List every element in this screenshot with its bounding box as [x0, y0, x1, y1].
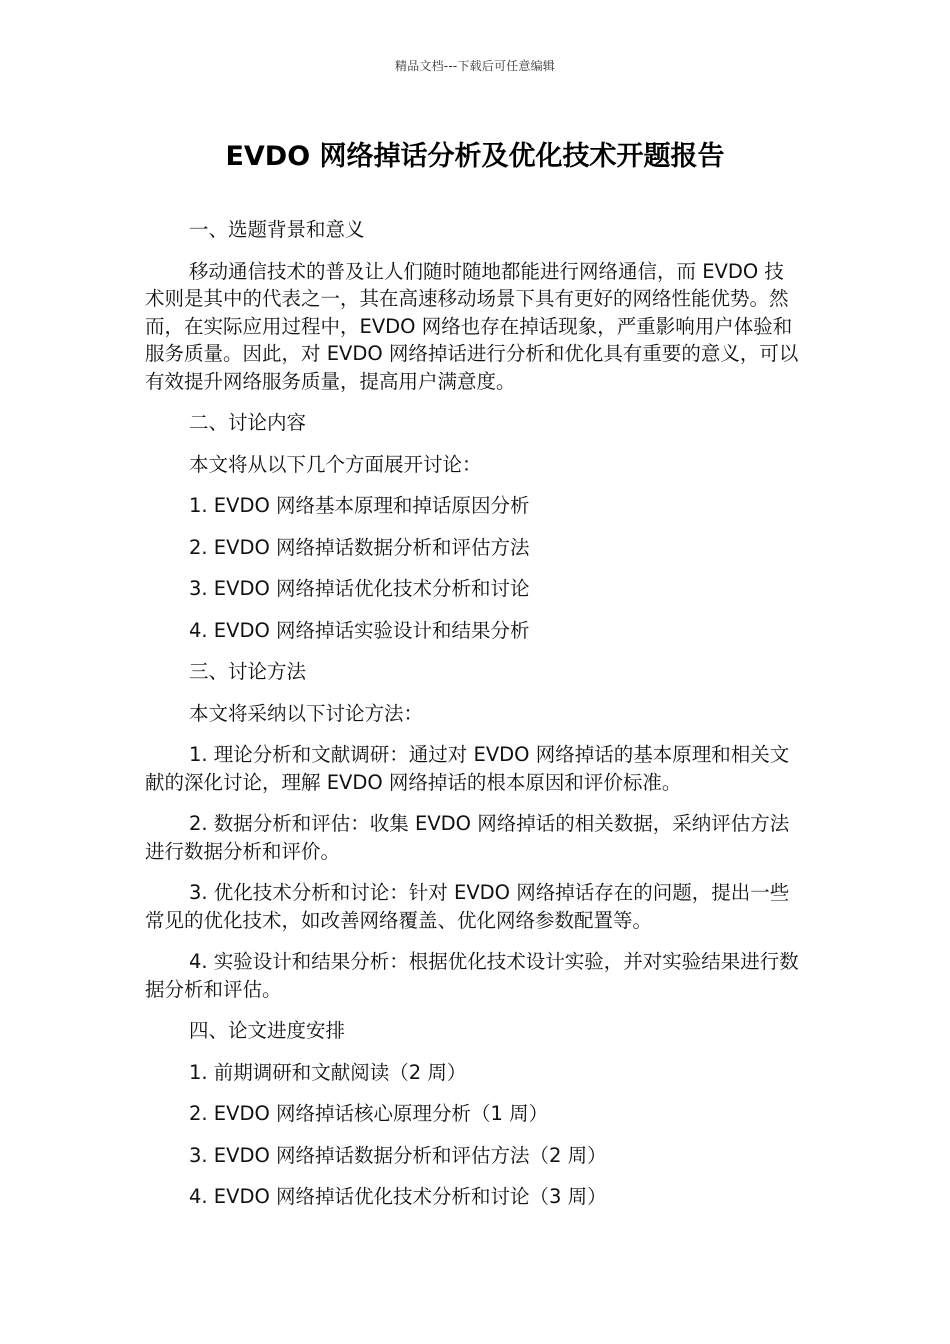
section-heading-content: 二、讨论内容	[189, 411, 307, 434]
content-list-item: 2. EVDO 网络掉话数据分析和评估方法	[189, 535, 530, 559]
section-heading-schedule: 四、论文进度安排	[189, 1019, 346, 1042]
method-list-item: 2. 数据分析和评估：收集 EVDO 网络掉话的相关数据，采纳评估方法进行数据分析和评价。	[145, 812, 790, 863]
section-heading-method: 三、讨论方法	[189, 660, 307, 683]
document-title: EVDO 网络掉话分析及优化技术开题报告	[225, 141, 725, 172]
background-paragraph: 移动通信技术的普及让人们随时随地都能进行网络通信，而 EVDO 技术则是其中的代表之一，其在高速移动场景下具有更好的网络性能优势。然而，在实际应用过程中，EVDO 网络也存在掉话现象，严重影响用户体验和服务质量。因此，对 EVDO 网络掉话进行分析和优化具有重要的意义，可以有效提升网络服务质量，提高用户满意度。	[145, 259, 799, 393]
content-list-item: 4. EVDO 网络掉话实验设计和结果分析	[189, 618, 530, 642]
content-intro: 本文将从以下几个方面展开讨论：	[189, 452, 482, 476]
method-intro: 本文将采纳以下讨论方法：	[189, 701, 424, 725]
section-heading-background: 一、选题背景和意义	[189, 218, 365, 241]
schedule-list-item: 2. EVDO 网络掉话核心原理分析（1 周）	[189, 1102, 549, 1125]
method-list-item: 3. 优化技术分析和讨论：针对 EVDO 网络掉话存在的问题，提出一些常见的优化技术，如改善网络覆盖、优化网络参数配置等。	[145, 881, 790, 932]
content-list-item: 1. EVDO 网络基本原理和掉话原因分析	[189, 494, 530, 517]
method-list-item: 4. 实验设计和结果分析：根据优化技术设计实验，并对实验结果进行数据分析和评估。	[145, 950, 799, 1001]
schedule-list-item: 1. 前期调研和文献阅读（2 周）	[189, 1060, 467, 1084]
schedule-list-item: 4. EVDO 网络掉话优化技术分析和讨论（3 周）	[189, 1185, 607, 1208]
document-body	[145, 216, 802, 1225]
schedule-list-item: 3. EVDO 网络掉话数据分析和评估方法（2 周）	[189, 1143, 607, 1167]
content-list-item: 3. EVDO 网络掉话优化技术分析和讨论	[189, 577, 530, 600]
header-note: 精品文档---下载后可任意编辑	[395, 59, 555, 73]
method-list-item: 1. 理论分析和文献调研：通过对 EVDO 网络掉话的基本原理和相关文献的深化讨论，理解 EVDO 网络掉话的根本原因和评价标准。	[145, 743, 790, 794]
